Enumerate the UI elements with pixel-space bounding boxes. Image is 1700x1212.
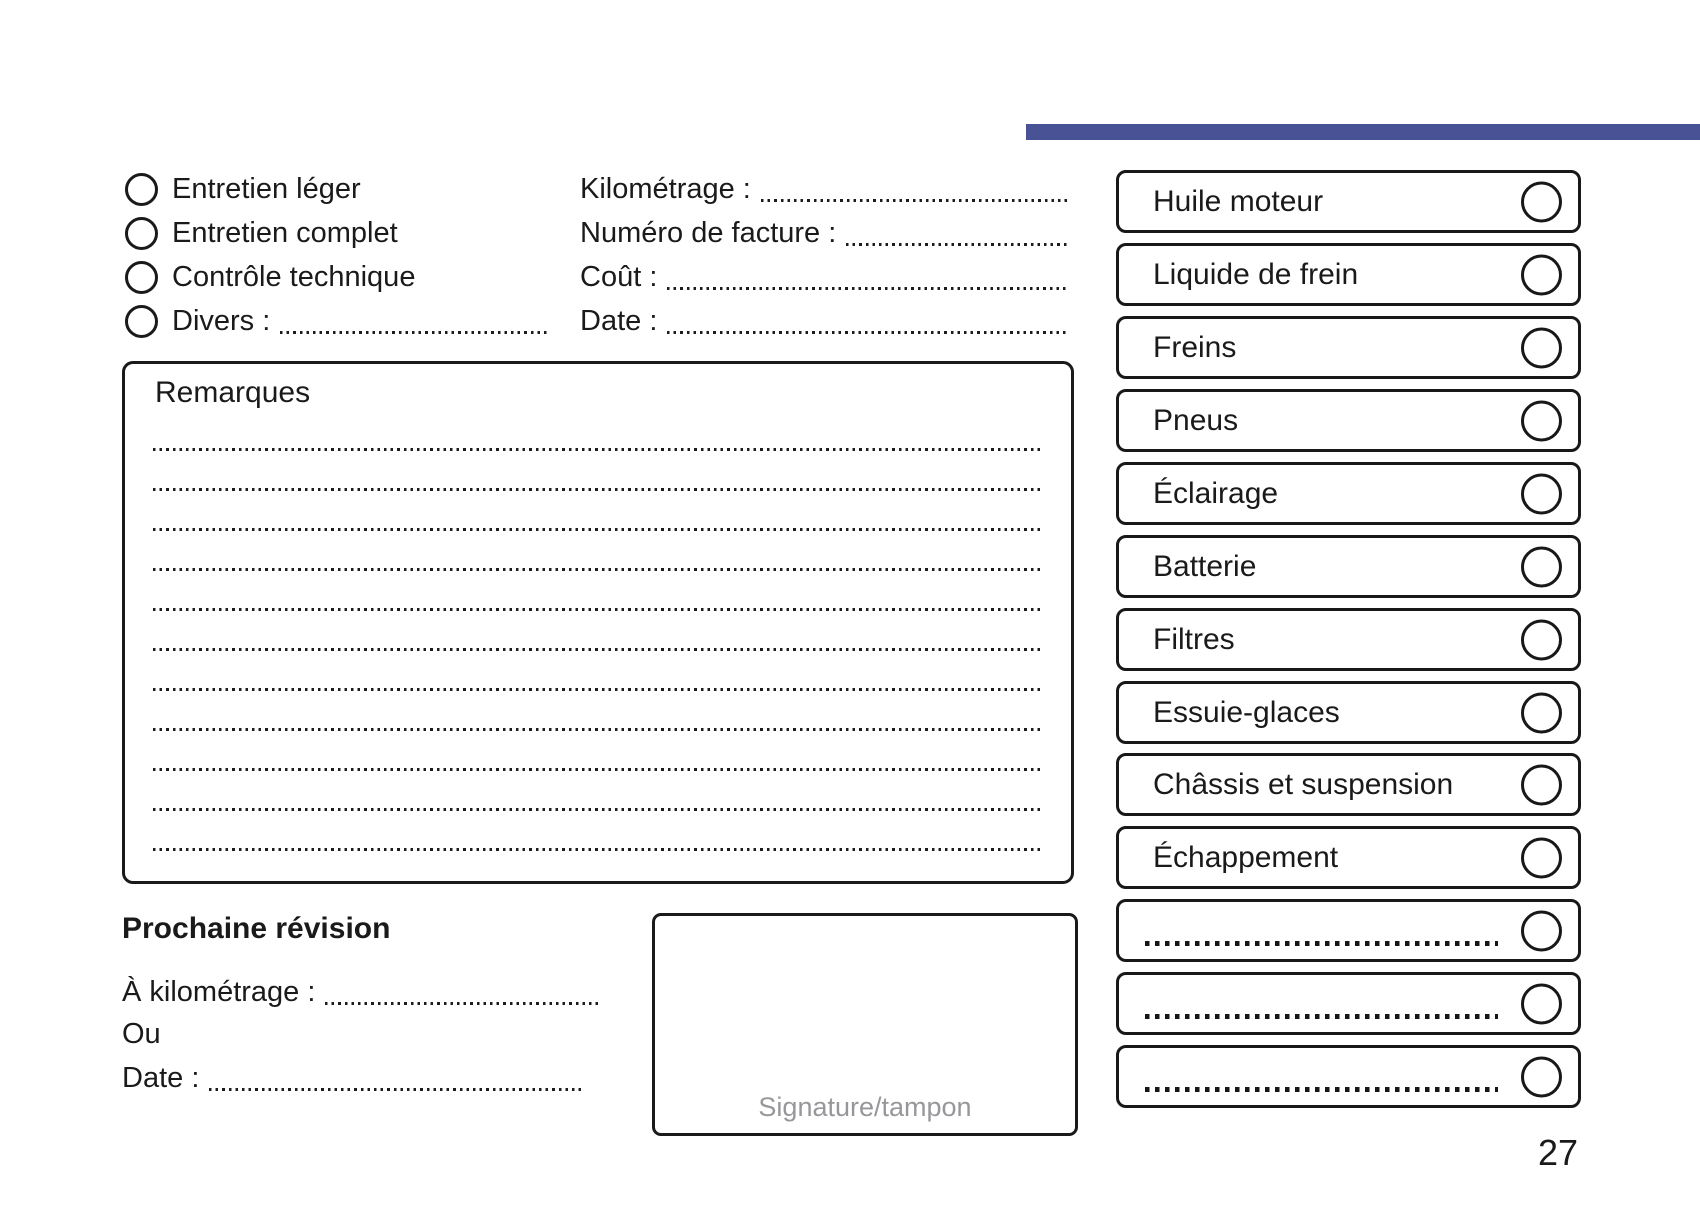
kilometrage-input-line[interactable] <box>761 199 1067 202</box>
radio-circle[interactable] <box>125 217 158 250</box>
remarks-title: Remarques <box>155 376 311 409</box>
checklist-item-label: Châssis et suspension <box>1153 767 1454 801</box>
checklist-item-eclairage <box>1116 462 1581 525</box>
field-label: Coût : <box>580 260 658 293</box>
check-circle[interactable] <box>1521 983 1562 1024</box>
custom-item-input-line[interactable] <box>1145 941 1498 946</box>
checklist-item-custom-3 <box>1116 1045 1581 1108</box>
field-cout <box>580 255 1067 299</box>
field-label: Date : <box>580 304 658 337</box>
radio-label: Contrôle technique <box>172 260 416 293</box>
remarks-input-line[interactable] <box>153 688 1043 691</box>
remarks-input-line[interactable] <box>153 728 1043 731</box>
next-service-title: Prochaine révision <box>122 912 391 945</box>
radio-label: Entretien léger <box>172 172 361 205</box>
check-circle[interactable] <box>1521 910 1562 951</box>
custom-item-input-line[interactable] <box>1145 1087 1498 1092</box>
next-date-input-line[interactable] <box>209 1088 585 1091</box>
checklist-item-label: Pneus <box>1153 403 1239 437</box>
checklist-item-label: Batterie <box>1153 549 1257 583</box>
remarks-input-line[interactable] <box>153 528 1043 531</box>
remarks-input-line[interactable] <box>153 568 1043 571</box>
field-numero-de-facture <box>580 211 1067 255</box>
cout-input-line[interactable] <box>667 287 1067 290</box>
field-label: À kilométrage : <box>122 975 316 1008</box>
checklist-item-filtres <box>1116 608 1581 671</box>
field-label: Date : <box>122 1061 200 1094</box>
radio-circle[interactable] <box>125 173 158 206</box>
remarks-input-line[interactable] <box>153 608 1043 611</box>
radio-option-entretien-leger <box>125 167 361 211</box>
page-number: 27 <box>1537 1132 1578 1173</box>
check-circle[interactable] <box>1521 181 1562 222</box>
check-circle[interactable] <box>1521 1056 1562 1097</box>
checklist-item-custom-1 <box>1116 899 1581 962</box>
check-circle[interactable] <box>1521 764 1562 805</box>
checklist-item-essuie-glaces <box>1116 681 1581 744</box>
field-label: Ou <box>122 1017 161 1050</box>
checklist-item-label: Essuie-glaces <box>1153 695 1340 729</box>
checklist-item-label: Freins <box>1153 330 1237 364</box>
remarks-input-line[interactable] <box>153 448 1043 451</box>
accent-bar <box>1026 124 1700 140</box>
numero-facture-input-line[interactable] <box>846 243 1067 246</box>
check-circle[interactable] <box>1521 692 1562 733</box>
checklist-item-label: Éclairage <box>1153 476 1279 510</box>
checklist-item-echappement <box>1116 826 1581 889</box>
checklist-item-batterie <box>1116 535 1581 598</box>
remarks-input-line[interactable] <box>153 848 1043 851</box>
check-circle[interactable] <box>1521 473 1562 514</box>
signature-label: Signature/tampon <box>758 1092 972 1122</box>
remarks-input-line[interactable] <box>153 768 1043 771</box>
check-circle[interactable] <box>1521 837 1562 878</box>
remarks-input-line[interactable] <box>153 808 1043 811</box>
date-input-line[interactable] <box>667 331 1067 334</box>
check-circle[interactable] <box>1521 400 1562 441</box>
checklist-item-custom-2 <box>1116 972 1581 1035</box>
checklist-item-label: Filtres <box>1153 622 1235 656</box>
a-kilometrage-input-line[interactable] <box>325 1002 598 1005</box>
radio-option-divers <box>125 299 548 343</box>
checklist-item-pneus <box>1116 389 1581 452</box>
radio-label: Divers : <box>172 304 271 337</box>
remarks-box <box>122 361 1074 884</box>
remarks-input-line[interactable] <box>153 648 1043 651</box>
signature-area[interactable] <box>652 913 1078 1136</box>
field-kilometrage <box>580 167 1067 211</box>
check-circle[interactable] <box>1521 327 1562 368</box>
checklist-item-label: Huile moteur <box>1153 184 1324 218</box>
field-label: Numéro de facture : <box>580 216 837 249</box>
field-date <box>580 299 1067 343</box>
custom-item-input-line[interactable] <box>1145 1014 1498 1019</box>
checklist-item-liquide-de-frein <box>1116 243 1581 306</box>
checklist-item-chassis-et-suspension <box>1116 753 1581 816</box>
checklist-item-label: Liquide de frein <box>1153 257 1359 291</box>
remarks-input-line[interactable] <box>153 488 1043 491</box>
check-circle[interactable] <box>1521 254 1562 295</box>
checklist-item-huile-moteur <box>1116 170 1581 233</box>
radio-circle[interactable] <box>125 305 158 338</box>
checklist-item-label: Échappement <box>1153 840 1339 874</box>
divers-input-line[interactable] <box>280 331 548 334</box>
radio-label: Entretien complet <box>172 216 398 249</box>
checklist-item-freins <box>1116 316 1581 379</box>
radio-circle[interactable] <box>125 261 158 294</box>
field-a-kilometrage <box>122 970 598 1014</box>
check-circle[interactable] <box>1521 546 1562 587</box>
check-circle[interactable] <box>1521 619 1562 660</box>
next-service-ou <box>122 1012 161 1056</box>
field-label: Kilométrage : <box>580 172 751 205</box>
radio-option-entretien-complet <box>125 211 398 255</box>
field-next-date <box>122 1056 585 1100</box>
radio-option-controle-technique <box>125 255 415 299</box>
